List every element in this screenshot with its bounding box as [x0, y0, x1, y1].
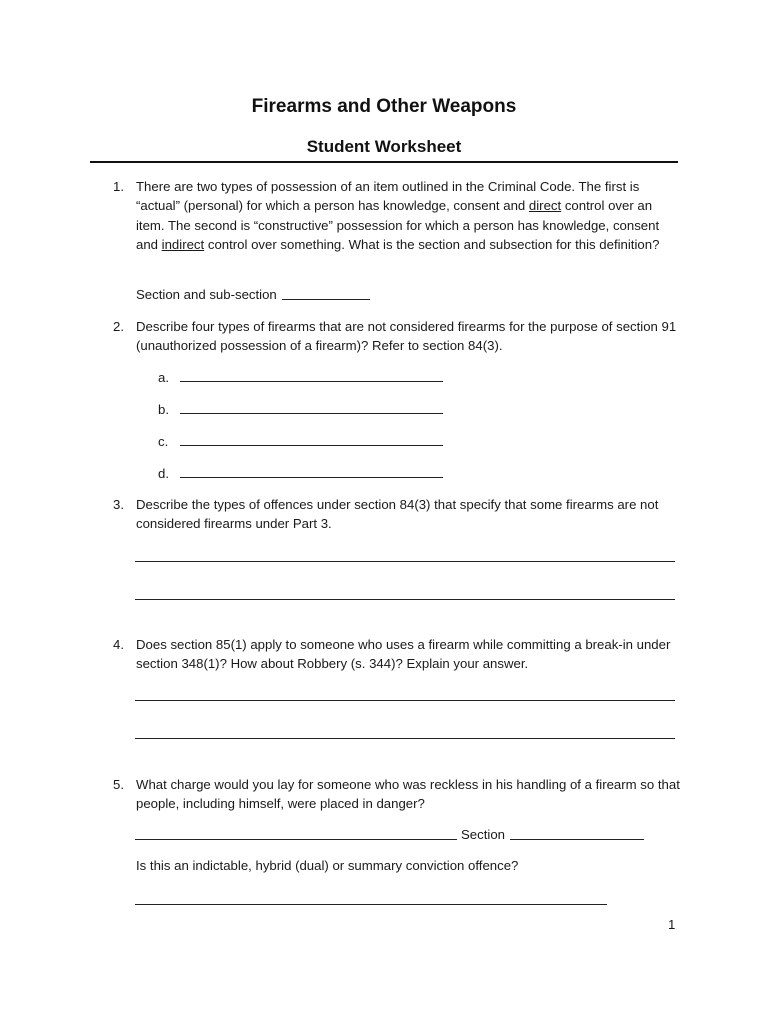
header-divider	[90, 161, 678, 163]
emphasis-direct: direct	[528, 198, 562, 214]
document-subtitle: Student Worksheet	[306, 137, 462, 156]
list-item-label-d: d.	[158, 466, 169, 481]
emphasis-indirect: indirect	[161, 236, 205, 252]
question-number: 1.	[113, 179, 124, 194]
question-text: What charge would you lay for someone who was reckless in his handling of a firearm so that people, including himself, were placed in danger?	[136, 777, 680, 812]
answer-blank-q2b[interactable]	[180, 413, 443, 414]
question-text: Describe four types of firearms that are not considered firearms for the purpose of section 91 (unauthorized possession of a firearm)? Refer to section 84(3).	[136, 319, 677, 354]
question-number: 5.	[113, 777, 124, 792]
question-number: 3.	[113, 497, 124, 512]
list-item-label-a: a.	[158, 370, 169, 385]
followup-question: Is this an indictable, hybrid (dual) or summary conviction offence?	[136, 858, 519, 873]
page-number: 1	[668, 917, 676, 932]
answer-blank-q1[interactable]	[282, 299, 370, 300]
answer-blank-q5-section[interactable]	[510, 839, 644, 840]
section-label: Section	[461, 827, 505, 842]
answer-blank-q2c[interactable]	[180, 445, 443, 446]
question-text: Does section 85(1) apply to someone who uses a firearm while committing a break-in under section 348(1)? How about Robbery (s. 344)? Explain your answer.	[136, 637, 671, 672]
answer-label: Section and sub-section	[136, 287, 277, 302]
answer-blank-q3-line1[interactable]	[135, 561, 675, 562]
answer-blank-q4-line2[interactable]	[135, 738, 675, 739]
question-number: 4.	[113, 637, 124, 652]
answer-blank-q5-offence-type[interactable]	[135, 904, 607, 905]
list-item-label-b: b.	[158, 402, 169, 417]
document-title: Firearms and Other Weapons	[251, 96, 517, 117]
list-item-label-c: c.	[158, 434, 169, 449]
question-number: 2.	[113, 319, 124, 334]
answer-blank-q5-charge[interactable]	[135, 839, 457, 840]
answer-blank-q2a[interactable]	[180, 381, 443, 382]
answer-blank-q2d[interactable]	[180, 477, 443, 478]
question-text: There are two types of possession of an item outlined in the Criminal Code. The first is “actual” (personal) for which a person has knowledge, consent and direct control over an item. The second is “constructive” possession for which a person has knowledge, consent and indirect control over something. What is the section and subsection for this definition?	[136, 179, 660, 252]
question-text: Describe the types of offences under section 84(3) that specify that some firearms are not considered firearms under Part 3.	[136, 497, 659, 532]
answer-blank-q4-line1[interactable]	[135, 700, 675, 701]
answer-blank-q3-line2[interactable]	[135, 599, 675, 600]
